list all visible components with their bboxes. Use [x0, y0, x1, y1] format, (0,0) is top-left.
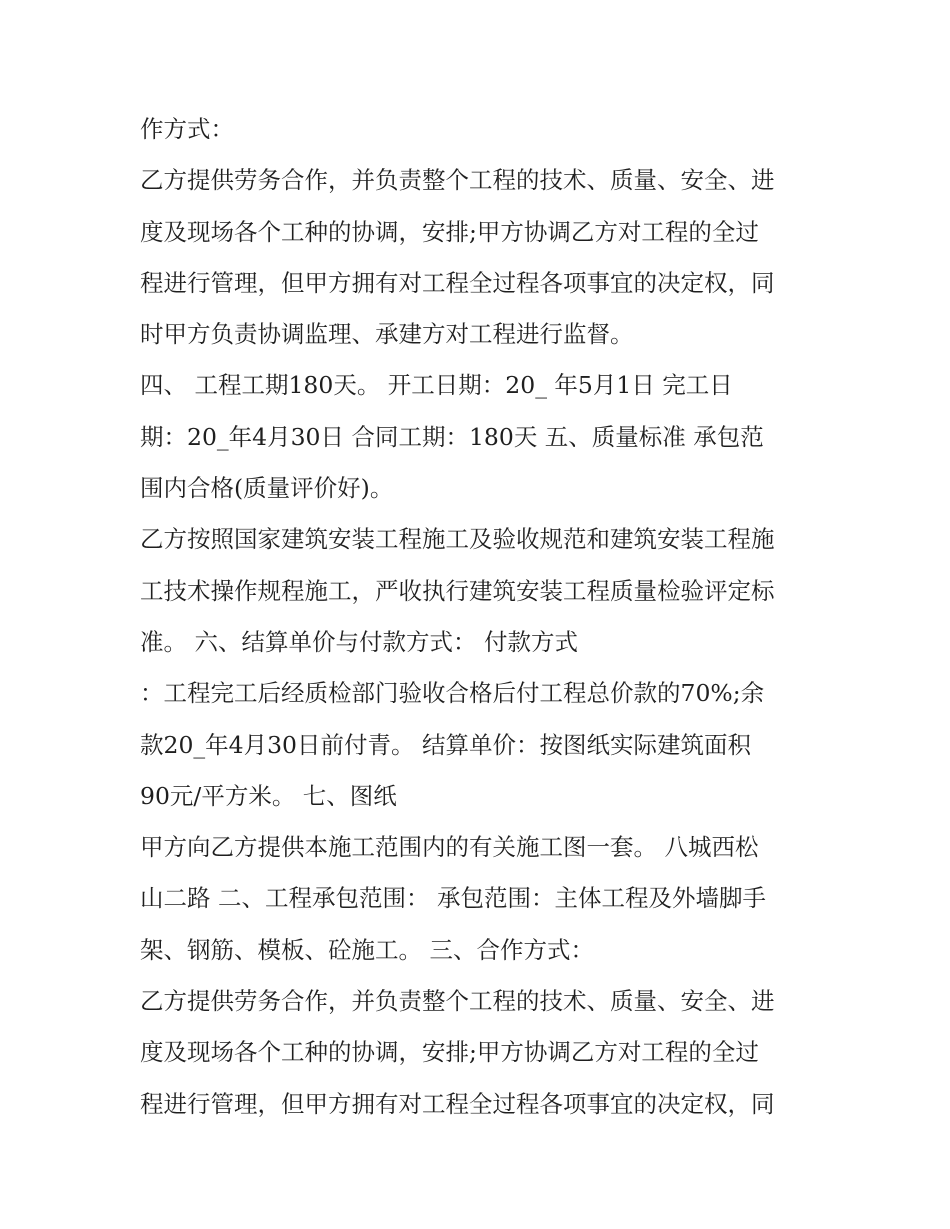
text-line: 时甲方负责协调监理、承建方对工程进行监督。	[140, 320, 634, 349]
text-line: 四、 工程工期180天。 开工日期：20_ 年5月1日 完工日	[140, 371, 733, 400]
text-line: 乙方提供劳务合作，并负责整个工程的技术、质量、安全、进	[140, 166, 775, 195]
text-line: 期：20_年4月30日 合同工期：180天 五、质量标准 承包范	[140, 422, 764, 451]
document-body	[140, 104, 820, 1130]
text-line: 程进行管理，但甲方拥有对工程全过程各项事宜的决定权，同	[140, 1089, 775, 1118]
text-line: 程进行管理，但甲方拥有对工程全过程各项事宜的决定权，同	[140, 268, 775, 297]
text-line: 乙方提供劳务合作，并负责整个工程的技术、质量、安全、进	[140, 987, 775, 1016]
text-line: 围内合格(质量评价好)。	[140, 474, 394, 503]
text-line: 架、钢筋、模板、砼施工。 三、合作方式：	[140, 935, 594, 964]
text-line: 山二路 二、工程承包范围： 承包范围：主体工程及外墙脚手	[140, 884, 766, 913]
text-line: 90元/平方米。 七、图纸	[140, 781, 397, 810]
text-line: 款20_年4月30日前付青。 结算单价：按图纸实际建筑面积	[140, 730, 751, 759]
text-line: 甲方向乙方提供本施工范围内的有关施工图一套。 八城西松	[140, 833, 759, 862]
text-line: 度及现场各个工种的协调，安排;甲方协调乙方对工程的全过	[140, 1038, 759, 1067]
text-line: 度及现场各个工种的协调，安排;甲方协调乙方对工程的全过	[140, 217, 759, 246]
text-line: 准。 六、结算单价与付款方式： 付款方式	[140, 627, 578, 656]
text-line: 工技术操作规程施工，严收执行建筑安装工程质量检验评定标	[140, 576, 775, 605]
text-line: ：工程完工后经质检部门验收合格后付工程总价款的70%;余	[140, 679, 765, 708]
text-line: 作方式：	[140, 115, 234, 143]
text-line: 乙方按照国家建筑安装工程施工及验收规范和建筑安装工程施	[140, 525, 775, 554]
